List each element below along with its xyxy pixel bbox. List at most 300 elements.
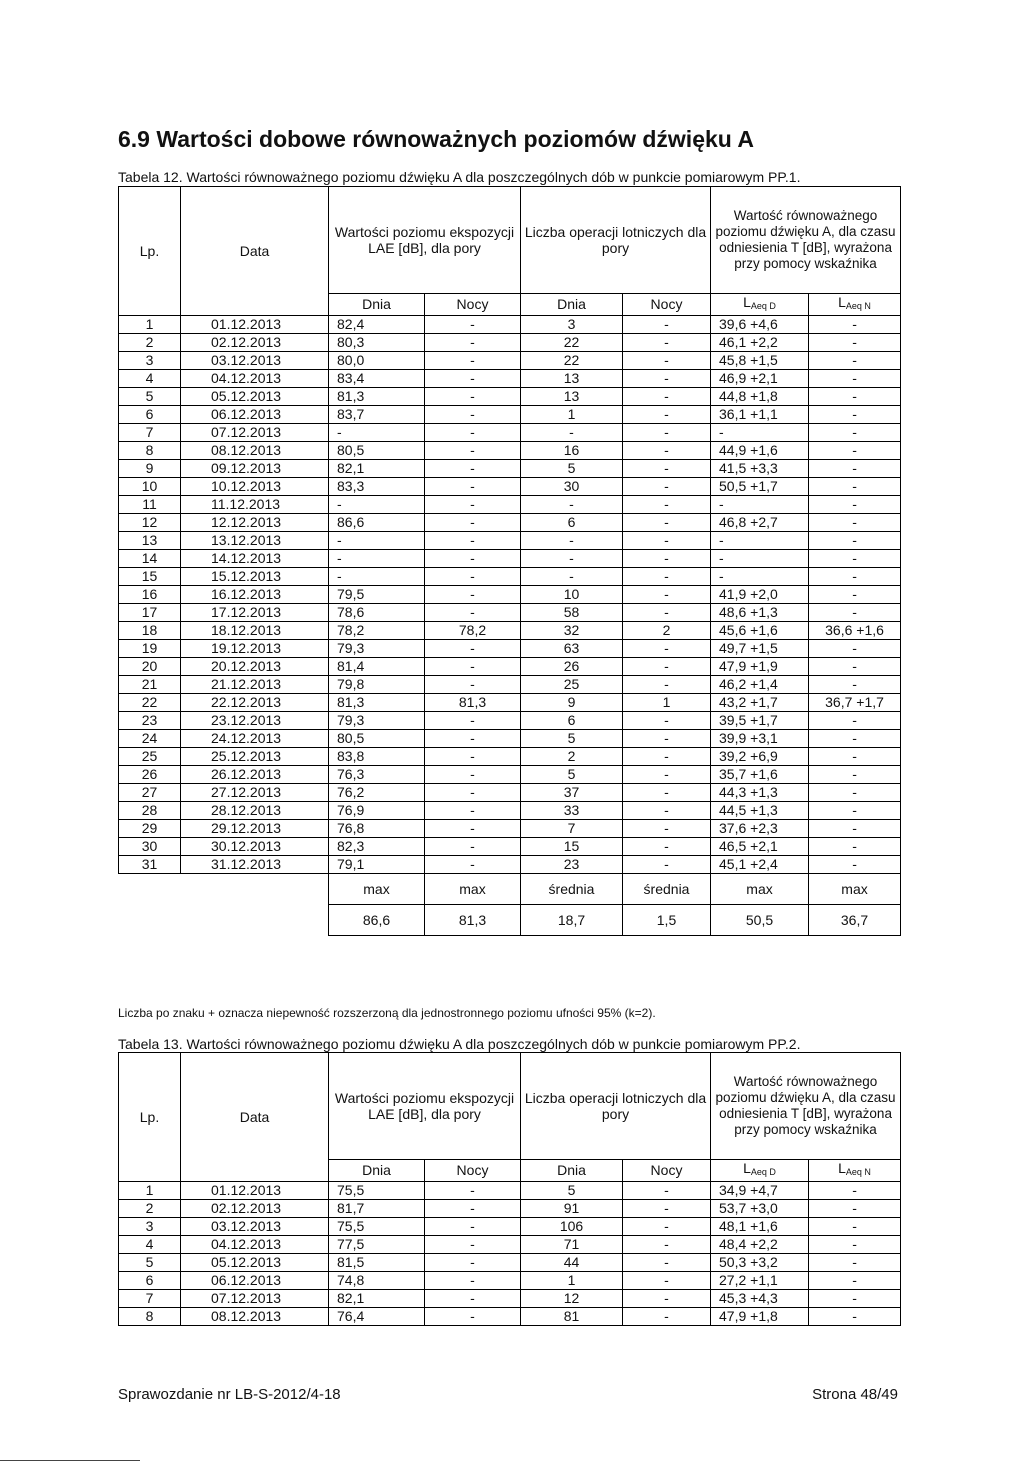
exposure-night-cell: - xyxy=(425,1308,521,1326)
operations-day-cell: 6 xyxy=(521,712,623,730)
operations-night-cell: - xyxy=(623,586,711,604)
row-number: 16 xyxy=(119,586,181,604)
table-row xyxy=(119,712,901,730)
laeq-day-cell: 35,7 +1,6 xyxy=(711,766,809,784)
summary-labels-row xyxy=(119,874,901,905)
laeq-day-cell: 46,5 +2,1 xyxy=(711,838,809,856)
date-cell: 24.12.2013 xyxy=(181,730,329,748)
operations-night-cell: - xyxy=(623,1236,711,1254)
operations-night-cell: - xyxy=(623,406,711,424)
laeq-night-cell: - xyxy=(809,802,901,820)
column-header-exposure: Wartości poziomu ekspozycji LAE [dB], dla pory xyxy=(329,1053,521,1160)
table-row xyxy=(119,1236,901,1254)
subheader-night: Nocy xyxy=(623,1160,711,1182)
operations-night-cell: - xyxy=(623,820,711,838)
table-row xyxy=(119,856,901,874)
row-number: 31 xyxy=(119,856,181,874)
row-number: 8 xyxy=(119,442,181,460)
laeq-day-cell: - xyxy=(711,550,809,568)
date-cell: 02.12.2013 xyxy=(181,334,329,352)
operations-night-cell: - xyxy=(623,766,711,784)
summary-label-cell: max xyxy=(809,874,901,905)
laeq-day-cell: 50,3 +3,2 xyxy=(711,1254,809,1272)
table-caption: Tabela 12. Wartości równoważnego poziomu dźwięku A dla poszczególnych dób w punkcie pomiarowym PP.1. xyxy=(118,169,801,185)
operations-day-cell: - xyxy=(521,424,623,442)
exposure-day-cell: 76,8 xyxy=(329,820,425,838)
table-row xyxy=(119,694,901,712)
row-number: 20 xyxy=(119,658,181,676)
row-number: 14 xyxy=(119,550,181,568)
table-row xyxy=(119,514,901,532)
row-number: 10 xyxy=(119,478,181,496)
laeq-day-cell: 48,6 +1,3 xyxy=(711,604,809,622)
date-cell: 13.12.2013 xyxy=(181,532,329,550)
subheader-laeq-d: LAeq D xyxy=(711,294,809,316)
date-cell: 12.12.2013 xyxy=(181,514,329,532)
exposure-day-cell: 82,4 xyxy=(329,316,425,334)
laeq-day-cell: 44,9 +1,6 xyxy=(711,442,809,460)
laeq-day-cell: - xyxy=(711,532,809,550)
row-number: 4 xyxy=(119,1236,181,1254)
date-cell: 21.12.2013 xyxy=(181,676,329,694)
operations-day-cell: 25 xyxy=(521,676,623,694)
operations-day-cell: 71 xyxy=(521,1236,623,1254)
subheader-night: Nocy xyxy=(623,294,711,316)
exposure-night-cell: - xyxy=(425,748,521,766)
exposure-day-cell: 83,4 xyxy=(329,370,425,388)
operations-day-cell: 10 xyxy=(521,586,623,604)
row-number: 29 xyxy=(119,820,181,838)
subheader-day: Dnia xyxy=(521,1160,623,1182)
laeq-day-cell: 45,1 +2,4 xyxy=(711,856,809,874)
date-cell: 08.12.2013 xyxy=(181,1308,329,1326)
column-header-operations: Liczba operacji lotniczych dla pory xyxy=(521,187,711,294)
exposure-day-cell: - xyxy=(329,550,425,568)
summary-values-row xyxy=(119,905,901,936)
operations-day-cell: 22 xyxy=(521,352,623,370)
table-row xyxy=(119,1272,901,1290)
exposure-day-cell: 76,9 xyxy=(329,802,425,820)
laeq-day-cell: - xyxy=(711,424,809,442)
laeq-day-cell: 50,5 +1,7 xyxy=(711,478,809,496)
operations-day-cell: - xyxy=(521,532,623,550)
table-row xyxy=(119,478,901,496)
operations-day-cell: 5 xyxy=(521,766,623,784)
operations-day-cell: 13 xyxy=(521,388,623,406)
row-number: 12 xyxy=(119,514,181,532)
operations-day-cell: 5 xyxy=(521,460,623,478)
laeq-night-cell: - xyxy=(809,442,901,460)
date-cell: 23.12.2013 xyxy=(181,712,329,730)
laeq-night-cell: - xyxy=(809,532,901,550)
summary-value-cell: 18,7 xyxy=(521,905,623,936)
operations-night-cell: - xyxy=(623,496,711,514)
exposure-night-cell: - xyxy=(425,532,521,550)
row-number: 6 xyxy=(119,1272,181,1290)
table-row xyxy=(119,532,901,550)
exposure-night-cell: - xyxy=(425,514,521,532)
laeq-night-cell: - xyxy=(809,784,901,802)
laeq-night-cell: - xyxy=(809,370,901,388)
laeq-night-cell: - xyxy=(809,766,901,784)
laeq-day-cell: 39,9 +3,1 xyxy=(711,730,809,748)
exposure-day-cell: 82,3 xyxy=(329,838,425,856)
row-number: 2 xyxy=(119,1200,181,1218)
row-number: 2 xyxy=(119,334,181,352)
laeq-day-cell: 39,2 +6,9 xyxy=(711,748,809,766)
operations-day-cell: 7 xyxy=(521,820,623,838)
operations-night-cell: - xyxy=(623,1254,711,1272)
exposure-day-cell: 82,1 xyxy=(329,460,425,478)
laeq-day-cell: 37,6 +2,3 xyxy=(711,820,809,838)
date-cell: 11.12.2013 xyxy=(181,496,329,514)
row-number: 24 xyxy=(119,730,181,748)
exposure-day-cell: - xyxy=(329,496,425,514)
exposure-night-cell: - xyxy=(425,856,521,874)
exposure-night-cell: - xyxy=(425,766,521,784)
summary-value-cell: 81,3 xyxy=(425,905,521,936)
laeq-night-cell: - xyxy=(809,316,901,334)
column-header-equivalent-level: Wartość równoważnego poziomu dźwięku A, dla czasu odniesienia T [dB], wyrażona przy pomocy wskaźnika xyxy=(711,1053,901,1160)
table-row xyxy=(119,568,901,586)
exposure-day-cell: 81,3 xyxy=(329,694,425,712)
exposure-night-cell: - xyxy=(425,352,521,370)
operations-day-cell: 15 xyxy=(521,838,623,856)
row-number: 1 xyxy=(119,1182,181,1200)
laeq-day-cell: 45,8 +1,5 xyxy=(711,352,809,370)
laeq-night-cell: - xyxy=(809,460,901,478)
operations-night-cell: - xyxy=(623,352,711,370)
operations-night-cell: - xyxy=(623,856,711,874)
row-number: 30 xyxy=(119,838,181,856)
subheader-laeq-d: LAeq D xyxy=(711,1160,809,1182)
laeq-day-cell: 34,9 +4,7 xyxy=(711,1182,809,1200)
summary-label-cell: max xyxy=(329,874,425,905)
laeq-day-cell: - xyxy=(711,496,809,514)
exposure-night-cell: - xyxy=(425,802,521,820)
laeq-day-cell: 46,8 +2,7 xyxy=(711,514,809,532)
table-row xyxy=(119,838,901,856)
row-number: 9 xyxy=(119,460,181,478)
exposure-day-cell: - xyxy=(329,424,425,442)
column-header-operations: Liczba operacji lotniczych dla pory xyxy=(521,1053,711,1160)
date-cell: 09.12.2013 xyxy=(181,460,329,478)
laeq-night-cell: - xyxy=(809,1272,901,1290)
date-cell: 15.12.2013 xyxy=(181,568,329,586)
exposure-day-cell: 83,7 xyxy=(329,406,425,424)
summary-label-cell: średnia xyxy=(521,874,623,905)
operations-day-cell: 63 xyxy=(521,640,623,658)
operations-day-cell: 2 xyxy=(521,748,623,766)
exposure-night-cell: - xyxy=(425,388,521,406)
operations-day-cell: 91 xyxy=(521,1200,623,1218)
table-row xyxy=(119,1254,901,1272)
date-cell: 20.12.2013 xyxy=(181,658,329,676)
exposure-night-cell: - xyxy=(425,334,521,352)
table-row xyxy=(119,496,901,514)
table-row xyxy=(119,1200,901,1218)
table-row xyxy=(119,802,901,820)
laeq-night-cell: - xyxy=(809,748,901,766)
operations-day-cell: 44 xyxy=(521,1254,623,1272)
laeq-night-cell: - xyxy=(809,658,901,676)
row-number: 22 xyxy=(119,694,181,712)
exposure-night-cell: - xyxy=(425,406,521,424)
exposure-day-cell: 75,5 xyxy=(329,1182,425,1200)
table-row xyxy=(119,640,901,658)
operations-night-cell: - xyxy=(623,568,711,586)
operations-night-cell: - xyxy=(623,784,711,802)
table-row xyxy=(119,334,901,352)
exposure-day-cell: 83,3 xyxy=(329,478,425,496)
row-number: 11 xyxy=(119,496,181,514)
date-cell: 29.12.2013 xyxy=(181,820,329,838)
subheader-night: Nocy xyxy=(425,1160,521,1182)
date-cell: 05.12.2013 xyxy=(181,388,329,406)
date-cell: 03.12.2013 xyxy=(181,1218,329,1236)
operations-day-cell: 5 xyxy=(521,1182,623,1200)
operations-day-cell: 1 xyxy=(521,406,623,424)
laeq-night-cell: - xyxy=(809,388,901,406)
operations-day-cell: 30 xyxy=(521,478,623,496)
column-header-date: Data xyxy=(181,1053,329,1182)
laeq-night-cell: - xyxy=(809,1218,901,1236)
exposure-night-cell: - xyxy=(425,604,521,622)
exposure-day-cell: 86,6 xyxy=(329,514,425,532)
operations-night-cell: - xyxy=(623,658,711,676)
laeq-day-cell: 46,1 +2,2 xyxy=(711,334,809,352)
operations-night-cell: - xyxy=(623,802,711,820)
exposure-night-cell: - xyxy=(425,838,521,856)
laeq-night-cell: - xyxy=(809,550,901,568)
operations-night-cell: - xyxy=(623,514,711,532)
exposure-day-cell: 79,1 xyxy=(329,856,425,874)
summary-value-cell: 36,7 xyxy=(809,905,901,936)
row-number: 1 xyxy=(119,316,181,334)
laeq-day-cell: 48,1 +1,6 xyxy=(711,1218,809,1236)
operations-night-cell: - xyxy=(623,712,711,730)
laeq-day-cell: 39,6 +4,6 xyxy=(711,316,809,334)
exposure-day-cell: 81,4 xyxy=(329,658,425,676)
column-header-date: Data xyxy=(181,187,329,316)
operations-night-cell: - xyxy=(623,748,711,766)
table-row xyxy=(119,622,901,640)
table-row xyxy=(119,748,901,766)
column-header-lp: Lp. xyxy=(119,1053,181,1182)
operations-day-cell: 12 xyxy=(521,1290,623,1308)
blank-cell xyxy=(119,905,181,936)
exposure-night-cell: - xyxy=(425,730,521,748)
operations-night-cell: - xyxy=(623,532,711,550)
laeq-day-cell: 49,7 +1,5 xyxy=(711,640,809,658)
exposure-night-cell: - xyxy=(425,442,521,460)
exposure-day-cell: 81,7 xyxy=(329,1200,425,1218)
date-cell: 31.12.2013 xyxy=(181,856,329,874)
operations-day-cell: 23 xyxy=(521,856,623,874)
operations-day-cell: 16 xyxy=(521,442,623,460)
operations-night-cell: - xyxy=(623,550,711,568)
row-number: 3 xyxy=(119,352,181,370)
date-cell: 26.12.2013 xyxy=(181,766,329,784)
table-row xyxy=(119,676,901,694)
exposure-day-cell: 80,5 xyxy=(329,442,425,460)
summary-label-cell: średnia xyxy=(623,874,711,905)
laeq-night-cell: - xyxy=(809,496,901,514)
column-header-lp: Lp. xyxy=(119,187,181,316)
summary-value-cell: 1,5 xyxy=(623,905,711,936)
table-row xyxy=(119,784,901,802)
exposure-night-cell: - xyxy=(425,712,521,730)
laeq-night-cell: 36,6 +1,6 xyxy=(809,622,901,640)
date-cell: 06.12.2013 xyxy=(181,1272,329,1290)
table-body xyxy=(119,1182,901,1326)
laeq-night-cell: - xyxy=(809,856,901,874)
laeq-night-cell: - xyxy=(809,838,901,856)
date-cell: 16.12.2013 xyxy=(181,586,329,604)
exposure-night-cell: - xyxy=(425,316,521,334)
date-cell: 27.12.2013 xyxy=(181,784,329,802)
laeq-night-cell: - xyxy=(809,568,901,586)
laeq-night-cell: - xyxy=(809,406,901,424)
laeq-night-cell: - xyxy=(809,712,901,730)
operations-night-cell: - xyxy=(623,334,711,352)
operations-day-cell: 1 xyxy=(521,1272,623,1290)
laeq-night-cell: - xyxy=(809,1182,901,1200)
row-number: 21 xyxy=(119,676,181,694)
date-cell: 17.12.2013 xyxy=(181,604,329,622)
row-number: 5 xyxy=(119,388,181,406)
operations-night-cell: - xyxy=(623,640,711,658)
laeq-day-cell: 36,1 +1,1 xyxy=(711,406,809,424)
row-number: 7 xyxy=(119,1290,181,1308)
exposure-day-cell: 75,5 xyxy=(329,1218,425,1236)
operations-night-cell: - xyxy=(623,370,711,388)
operations-day-cell: - xyxy=(521,550,623,568)
laeq-night-cell: - xyxy=(809,514,901,532)
operations-night-cell: - xyxy=(623,1218,711,1236)
operations-night-cell: - xyxy=(623,460,711,478)
table-row xyxy=(119,604,901,622)
exposure-night-cell: - xyxy=(425,1218,521,1236)
row-number: 7 xyxy=(119,424,181,442)
exposure-day-cell: 80,3 xyxy=(329,334,425,352)
blank-cell xyxy=(181,905,329,936)
operations-day-cell: 26 xyxy=(521,658,623,676)
exposure-night-cell: - xyxy=(425,1290,521,1308)
operations-day-cell: 22 xyxy=(521,334,623,352)
exposure-day-cell: 78,6 xyxy=(329,604,425,622)
laeq-night-cell: - xyxy=(809,676,901,694)
operations-night-cell: - xyxy=(623,424,711,442)
exposure-night-cell: - xyxy=(425,784,521,802)
row-number: 19 xyxy=(119,640,181,658)
date-cell: 30.12.2013 xyxy=(181,838,329,856)
row-number: 28 xyxy=(119,802,181,820)
operations-day-cell: 9 xyxy=(521,694,623,712)
row-number: 15 xyxy=(119,568,181,586)
operations-night-cell: - xyxy=(623,604,711,622)
exposure-night-cell: - xyxy=(425,658,521,676)
row-number: 4 xyxy=(119,370,181,388)
laeq-day-cell: 41,5 +3,3 xyxy=(711,460,809,478)
operations-night-cell: - xyxy=(623,1272,711,1290)
row-number: 6 xyxy=(119,406,181,424)
row-number: 8 xyxy=(119,1308,181,1326)
exposure-day-cell: 80,0 xyxy=(329,352,425,370)
exposure-day-cell: 77,5 xyxy=(329,1236,425,1254)
exposure-day-cell: 83,8 xyxy=(329,748,425,766)
subheader-day: Dnia xyxy=(329,294,425,316)
exposure-day-cell: 79,3 xyxy=(329,640,425,658)
date-cell: 01.12.2013 xyxy=(181,1182,329,1200)
blank-cell xyxy=(119,874,181,905)
table-row xyxy=(119,820,901,838)
subheader-laeq-n: LAeq N xyxy=(809,1160,901,1182)
laeq-day-cell: 44,8 +1,8 xyxy=(711,388,809,406)
laeq-night-cell: - xyxy=(809,604,901,622)
table-row xyxy=(119,766,901,784)
exposure-night-cell: - xyxy=(425,550,521,568)
operations-night-cell: - xyxy=(623,1200,711,1218)
operations-night-cell: - xyxy=(623,388,711,406)
row-number: 5 xyxy=(119,1254,181,1272)
laeq-night-cell: - xyxy=(809,1200,901,1218)
row-number: 26 xyxy=(119,766,181,784)
operations-night-cell: - xyxy=(623,1290,711,1308)
operations-night-cell: - xyxy=(623,316,711,334)
laeq-day-cell: 53,7 +3,0 xyxy=(711,1200,809,1218)
table-row xyxy=(119,424,901,442)
date-cell: 14.12.2013 xyxy=(181,550,329,568)
table-row xyxy=(119,406,901,424)
exposure-night-cell: 81,3 xyxy=(425,694,521,712)
table-row xyxy=(119,1182,901,1200)
laeq-night-cell: - xyxy=(809,352,901,370)
laeq-day-cell: 44,5 +1,3 xyxy=(711,802,809,820)
table-row xyxy=(119,1290,901,1308)
exposure-day-cell: 81,3 xyxy=(329,388,425,406)
laeq-night-cell: - xyxy=(809,478,901,496)
exposure-night-cell: - xyxy=(425,1182,521,1200)
row-number: 23 xyxy=(119,712,181,730)
page-number: Strona 48/49 xyxy=(812,1386,898,1403)
operations-day-cell: 32 xyxy=(521,622,623,640)
summary-label-cell: max xyxy=(711,874,809,905)
operations-night-cell: - xyxy=(623,442,711,460)
table-row xyxy=(119,460,901,478)
date-cell: 22.12.2013 xyxy=(181,694,329,712)
subheader-day: Dnia xyxy=(329,1160,425,1182)
date-cell: 02.12.2013 xyxy=(181,1200,329,1218)
exposure-day-cell: 76,3 xyxy=(329,766,425,784)
operations-night-cell: 1 xyxy=(623,694,711,712)
exposure-night-cell: 78,2 xyxy=(425,622,521,640)
operations-night-cell: - xyxy=(623,730,711,748)
exposure-day-cell: 78,2 xyxy=(329,622,425,640)
laeq-night-cell: - xyxy=(809,1236,901,1254)
laeq-day-cell: 46,2 +1,4 xyxy=(711,676,809,694)
row-number: 25 xyxy=(119,748,181,766)
exposure-day-cell: - xyxy=(329,532,425,550)
row-number: 3 xyxy=(119,1218,181,1236)
section-heading: 6.9 Wartości dobowe równoważnych poziomów dźwięku A xyxy=(118,126,754,152)
subheader-day: Dnia xyxy=(521,294,623,316)
table-body xyxy=(119,316,901,874)
laeq-day-cell: 46,9 +2,1 xyxy=(711,370,809,388)
date-cell: 25.12.2013 xyxy=(181,748,329,766)
bottom-divider xyxy=(0,1460,140,1461)
report-number: Sprawozdanie nr LB-S-2012/4-18 xyxy=(118,1386,341,1403)
